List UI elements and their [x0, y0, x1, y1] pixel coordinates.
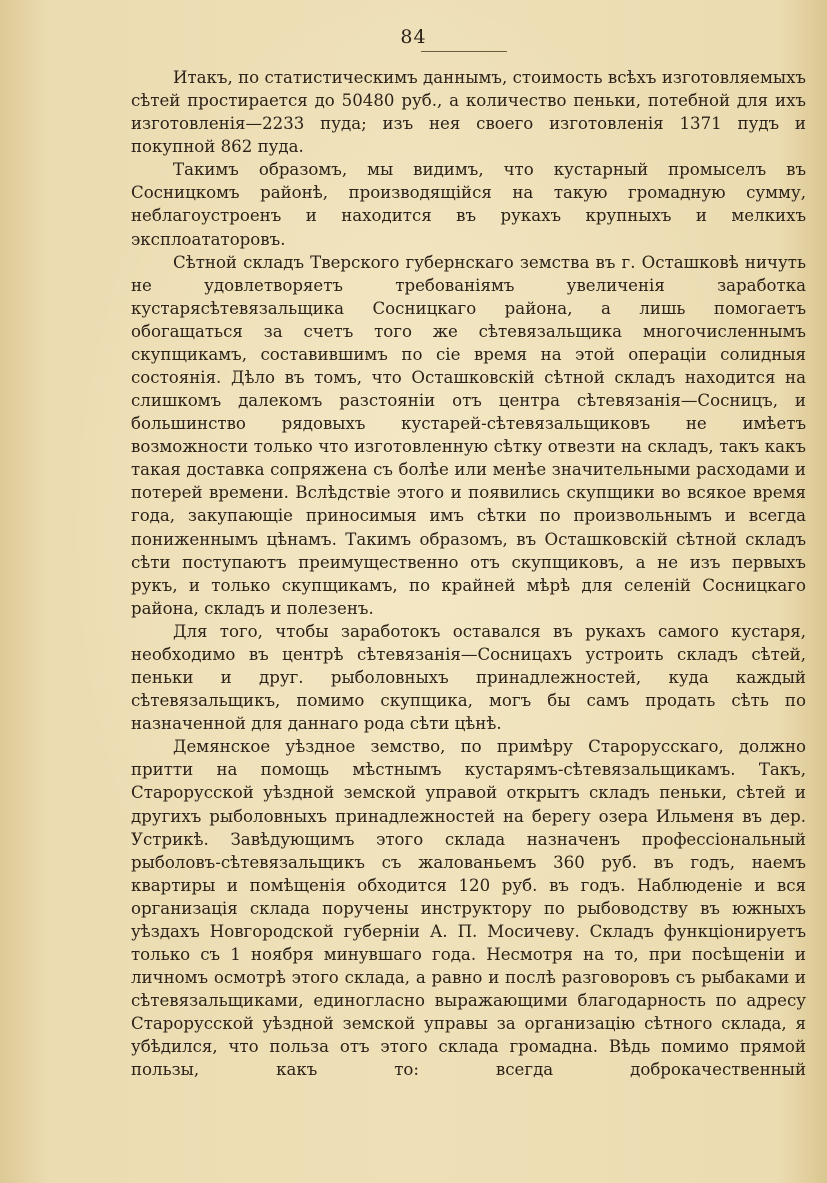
- body-text: [131, 66, 806, 1081]
- paragraph-ostashkov-warehouse: Сѣтной складъ Тверского губернскаго земства въ г. Осташковѣ ничуть не удовлетворяетъ требованіямъ увеличенія заработка кустарясѣтевязальщика Сосницкаго района, а лишь помогаетъ обогащаться за счетъ того же сѣтевязальщика многочисленнымъ скупщикамъ, составившимъ по сіе время на этой операціи солидныя состоянія. Дѣло въ томъ, что Осташковскій сѣтной складъ находится на слишкомъ далекомъ разстояніи отъ центра сѣтевязанія—Сосницъ, и большинство рядовыхъ кустарей-сѣтевязальщиковъ не имѣетъ возможности только что изготовленную сѣтку отвезти на складъ, такъ какъ такая доставка сопряжена съ болѣе или менѣе значительными расходами и потерей времени. Вслѣдствіе этого и появились скупщики во всякое время года, закупающіе приносимыя имъ сѣтки по произвольнымъ и всегда пониженнымъ цѣнамъ. Такимъ образомъ, въ Осташковскій сѣтной складъ сѣти поступаютъ преимущественно отъ скупщиковъ, а не изъ первыхъ рукъ, и только скупщикамъ, по крайней мѣрѣ для селеній Сосницкаго района, складъ и полезенъ.: [131, 252, 806, 618]
- paragraph-demyansk-zemstvo: Демянское уѣздное земство, по примѣру Старорусскаго, должно притти на помощь мѣстнымъ кустарямъ-сѣтевязальщикамъ. Такъ, Старорусской уѣздной земской управой открытъ складъ пеньки, сѣтей и другихъ рыболовныхъ принадлежностей на берегу озера Ильменя въ дер. Устрикѣ. Завѣдующимъ этого склада назначенъ профессіональный рыболовъ-сѣтевязальщикъ съ жалованьемъ 360 руб. въ годъ, наемъ квартиры и помѣщенія обходится 120 руб. въ годъ. Наблюденіе и вся организація склада поручены инструктору по рыбоводству въ южныхъ уѣздахъ Новгородской губерніи А. П. Мосичеву. Складъ функціонируетъ только съ 1 ноября минувшаго года. Несмотря на то, при посѣщеніи и личномъ осмотрѣ этого склада, а равно и послѣ разговоровъ съ рыбаками и сѣтевязальщиками, единогласно выражающими благодарность по адресу Старорусской уѣздной земской управы за организацію сѣтного склада, я убѣдился, что польза отъ этого склада громадна. Вѣдь помимо прямой пользы, какъ то: всегда доброкачественный: [131, 737, 806, 1080]
- page-number-rule: [421, 51, 507, 52]
- paragraph-statistics: Итакъ, по статистическимъ даннымъ, стоимость всѣхъ изготовляемыхъ сѣтей простирается до 50480 руб., а количество пеньки, потебной для ихъ изготовленія—2233 пуда; изъ нея своего изготовленія 1371 пудъ и покупной 862 пуда.: [131, 68, 806, 157]
- paragraph-warehouse-proposal: Для того, чтобы заработокъ оставался въ рукахъ самого кустаря, необходимо въ центрѣ сѣтевязанія—Сосницахъ устроить складъ сѣтей, пеньки и друг. рыболовныхъ принадлежностей, куда каждый сѣтевязальщикъ, помимо скупщика, могъ бы самъ продать сѣть по назначенной для даннаго рода сѣти цѣнѣ.: [131, 621, 806, 734]
- page-number: 84: [400, 26, 427, 48]
- paragraph-sosnitsy-region: Такимъ образомъ, мы видимъ, что кустарный промыселъ въ Сосницкомъ районѣ, производящійся на такую громадную сумму, неблагоустроенъ и находится въ рукахъ крупныхъ и мелкихъ эксплоататоровъ.: [131, 160, 806, 249]
